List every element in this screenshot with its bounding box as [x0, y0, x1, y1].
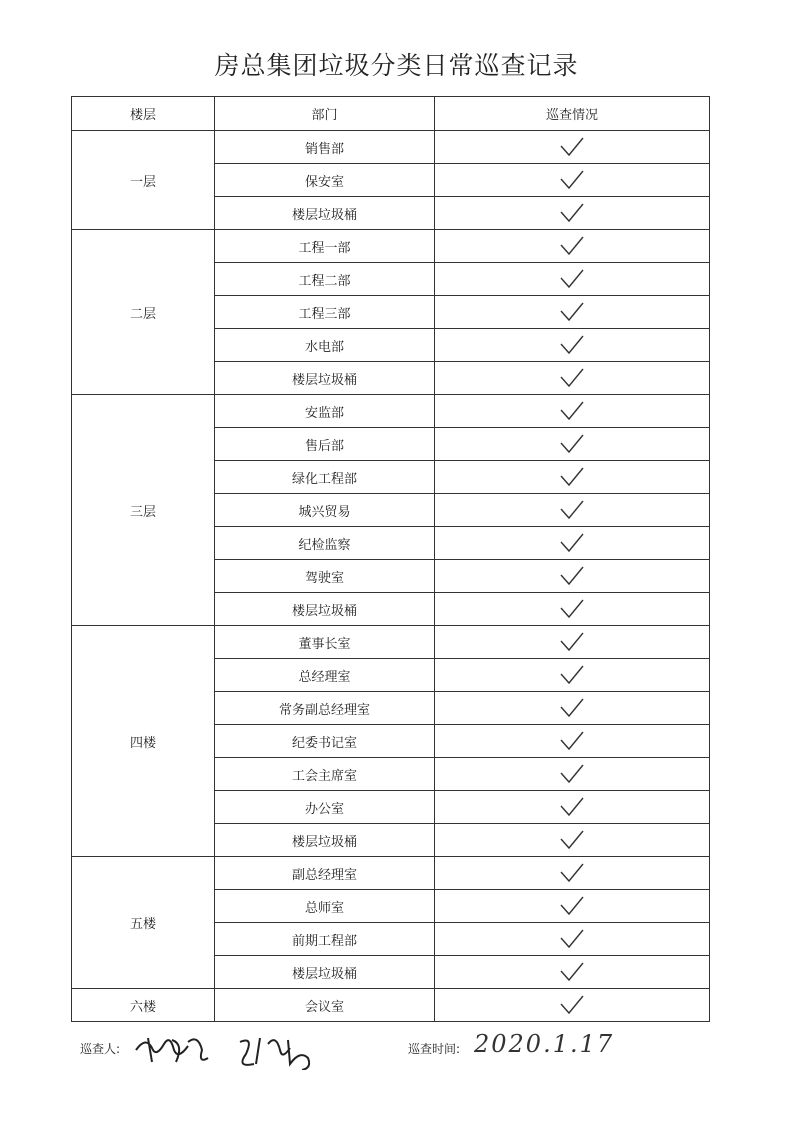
check-mark-icon — [559, 965, 585, 980]
check-mark-icon — [559, 899, 585, 914]
inspector-signature — [128, 1028, 338, 1070]
floor-cell: 五楼 — [72, 857, 215, 989]
floor-cell: 六楼 — [72, 989, 215, 1022]
check-mark-icon — [559, 668, 585, 683]
status-cell — [435, 626, 710, 659]
check-mark-icon — [559, 338, 585, 353]
department-cell: 安监部 — [215, 395, 435, 428]
status-cell — [435, 164, 710, 197]
inspection-date: 2020.1.17 — [474, 1030, 615, 1058]
check-mark-icon — [559, 173, 585, 188]
department-cell: 工程一部 — [215, 230, 435, 263]
header-status: 巡查情况 — [435, 97, 710, 131]
status-cell — [435, 263, 710, 296]
status-cell — [435, 296, 710, 329]
floor-cell: 一层 — [72, 131, 215, 230]
status-cell — [435, 857, 710, 890]
status-cell — [435, 362, 710, 395]
department-cell: 楼层垃圾桶 — [215, 956, 435, 989]
check-mark-icon — [559, 437, 585, 452]
department-cell: 楼层垃圾桶 — [215, 197, 435, 230]
status-cell — [435, 329, 710, 362]
check-mark-icon — [559, 569, 585, 584]
department-cell: 工会主席室 — [215, 758, 435, 791]
status-cell — [435, 989, 710, 1022]
department-cell: 售后部 — [215, 428, 435, 461]
check-mark-icon — [559, 404, 585, 419]
check-mark-icon — [559, 734, 585, 749]
table-row — [72, 230, 710, 263]
check-mark-icon — [559, 206, 585, 221]
status-cell — [435, 494, 710, 527]
status-cell — [435, 131, 710, 164]
check-mark-icon — [559, 305, 585, 320]
department-cell: 驾驶室 — [215, 560, 435, 593]
department-cell: 纪委书记室 — [215, 725, 435, 758]
check-mark-icon — [559, 767, 585, 782]
department-cell: 工程三部 — [215, 296, 435, 329]
department-cell: 楼层垃圾桶 — [215, 593, 435, 626]
inspection-table — [71, 96, 710, 1022]
header-floor: 楼层 — [72, 97, 215, 131]
department-cell: 销售部 — [215, 131, 435, 164]
check-mark-icon — [559, 536, 585, 551]
check-mark-icon — [559, 140, 585, 155]
status-cell — [435, 659, 710, 692]
table-row — [72, 131, 710, 164]
header-department: 部门 — [215, 97, 435, 131]
status-cell — [435, 428, 710, 461]
status-cell — [435, 461, 710, 494]
check-mark-icon — [559, 470, 585, 485]
department-cell: 办公室 — [215, 791, 435, 824]
check-mark-icon — [559, 866, 585, 881]
floor-cell: 三层 — [72, 395, 215, 626]
check-mark-icon — [559, 998, 585, 1013]
table-row — [72, 857, 710, 890]
department-cell: 总师室 — [215, 890, 435, 923]
check-mark-icon — [559, 272, 585, 287]
status-cell — [435, 197, 710, 230]
page-title: 房总集团垃圾分类日常巡查记录 — [214, 51, 579, 80]
department-cell: 绿化工程部 — [215, 461, 435, 494]
status-cell — [435, 527, 710, 560]
check-mark-icon — [559, 800, 585, 815]
status-cell — [435, 956, 710, 989]
status-cell — [435, 824, 710, 857]
floor-cell: 二层 — [72, 230, 215, 395]
check-mark-icon — [559, 635, 585, 650]
department-cell: 常务副总经理室 — [215, 692, 435, 725]
status-cell — [435, 230, 710, 263]
department-cell: 纪检监察 — [215, 527, 435, 560]
check-mark-icon — [559, 602, 585, 617]
check-mark-icon — [559, 833, 585, 848]
check-mark-icon — [559, 503, 585, 518]
table-header-row — [72, 97, 710, 131]
time-label: 巡查时间: — [408, 1042, 461, 1056]
status-cell — [435, 395, 710, 428]
status-cell — [435, 923, 710, 956]
check-mark-icon — [559, 701, 585, 716]
department-cell: 水电部 — [215, 329, 435, 362]
status-cell — [435, 758, 710, 791]
department-cell: 城兴贸易 — [215, 494, 435, 527]
status-cell — [435, 791, 710, 824]
department-cell: 楼层垃圾桶 — [215, 362, 435, 395]
status-cell — [435, 560, 710, 593]
inspector-label: 巡查人: — [80, 1042, 121, 1056]
department-cell: 工程二部 — [215, 263, 435, 296]
department-cell: 副总经理室 — [215, 857, 435, 890]
department-cell: 楼层垃圾桶 — [215, 824, 435, 857]
department-cell: 总经理室 — [215, 659, 435, 692]
status-cell — [435, 593, 710, 626]
table-row — [72, 989, 710, 1022]
status-cell — [435, 725, 710, 758]
check-mark-icon — [559, 371, 585, 386]
department-cell: 董事长室 — [215, 626, 435, 659]
table-row — [72, 626, 710, 659]
check-mark-icon — [559, 239, 585, 254]
status-cell — [435, 890, 710, 923]
department-cell: 会议室 — [215, 989, 435, 1022]
table-row — [72, 395, 710, 428]
department-cell: 保安室 — [215, 164, 435, 197]
check-mark-icon — [559, 932, 585, 947]
department-cell: 前期工程部 — [215, 923, 435, 956]
status-cell — [435, 692, 710, 725]
floor-cell: 四楼 — [72, 626, 215, 857]
